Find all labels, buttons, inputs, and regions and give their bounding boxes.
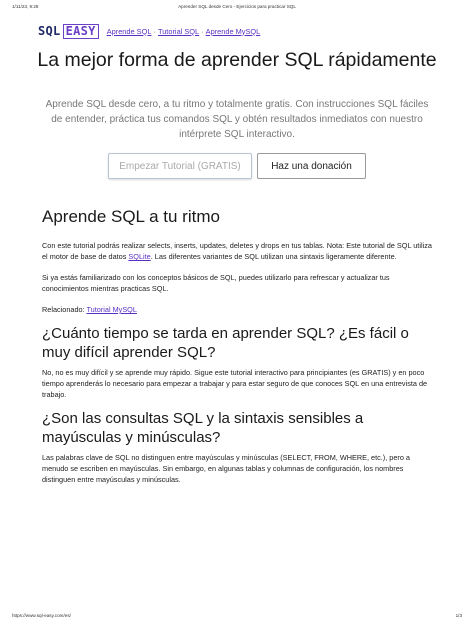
print-timestamp: 1/11/23, 9:28: [12, 4, 39, 9]
print-footer: [12, 613, 462, 621]
nav-links: [107, 27, 261, 36]
top-nav: [38, 22, 260, 40]
print-page-title: Aprender SQL desde Cero - Ejercicios para practicar SQL: [178, 4, 296, 9]
nav-link-aprende-mysql[interactable]: Aprende MySQL: [205, 26, 261, 36]
hero-title: La mejor forma de aprender SQL rápidamente: [37, 49, 437, 71]
hero-buttons: [108, 153, 366, 179]
print-header: [12, 4, 462, 14]
nav-link-aprende-sql[interactable]: Aprende SQL: [106, 26, 152, 36]
related-paragraph: [42, 304, 432, 315]
section3-paragraph: Las palabras clave de SQL no distinguen entre mayúsculas y minúsculas (SELECT, FROM, WHERE, etc.), pero a menudo se escriben en mayúsculas. Sin embargo, en algunas tablas y columnas de configuración, los nombres distinguen entre mayúsculas y minúsculas.: [42, 453, 410, 484]
sqlite-link[interactable]: SQLite: [128, 252, 151, 261]
footer-url: https://www.sql-easy.com/es/: [12, 613, 71, 618]
nav-separator: ·: [153, 26, 156, 36]
section-heading-tiempo: ¿Cuánto tiempo se tarda en aprender SQL? ¿Es fácil o muy difícil aprender SQL?: [42, 325, 409, 361]
related-mysql-link[interactable]: Tutorial MySQL: [86, 305, 137, 314]
start-tutorial-button[interactable]: Empezar Tutorial (GRATIS): [108, 153, 252, 179]
section1-paragraph1: [42, 240, 432, 262]
nav-separator: ·: [201, 26, 204, 36]
section1-p1-text: Con este tutorial podrás realizar selects, inserts, updates, deletes y drops en tus tablas. Nota: Este tutorial de SQL utiliza el motor de base de datos: [42, 241, 432, 261]
logo-easy-text: EASY: [63, 24, 99, 39]
section-heading-aprende: Aprende SQL a tu ritmo: [42, 207, 220, 226]
site-logo[interactable]: [38, 24, 99, 39]
main-content: [42, 206, 432, 485]
section2-paragraph: No, no es muy difícil y se aprende muy rápido. Sigue este tutorial interactivo para principiantes (es GRATIS) y en poco tiempo aprenderás lo necesario para empezar a trabajar y para estar seguro de que conoces SQL en una entrevista de trabajo.: [42, 368, 428, 399]
related-label: Relacionado:: [42, 305, 87, 314]
donate-button[interactable]: Haz una donación: [257, 153, 366, 179]
hero-subtitle: Aprende SQL desde cero, a tu ritmo y totalmente gratis. Con instrucciones SQL fáciles de entender, práctica tus comandos SQL y obtén resultados inmediatos con nuestro intérprete SQL interactivo.: [45, 99, 429, 140]
section1-p1-text-end: . Las diferentes variantes de SQL utilizan una sintaxis ligeramente diferente.: [150, 252, 397, 261]
section-heading-mayusculas: ¿Son las consultas SQL y la sintaxis sensibles a mayúsculas y minúsculas?: [42, 410, 364, 446]
logo-sql-text: SQL: [38, 24, 61, 38]
footer-page-number: 1/3: [455, 613, 462, 618]
nav-link-tutorial-sql[interactable]: Tutorial SQL: [157, 26, 200, 36]
section1-paragraph2: Si ya estás familiarizado con los conceptos básicos de SQL, puedes utilizarlo para refrescar y actualizar tus conocimientos mientras practicas SQL.: [42, 273, 390, 293]
